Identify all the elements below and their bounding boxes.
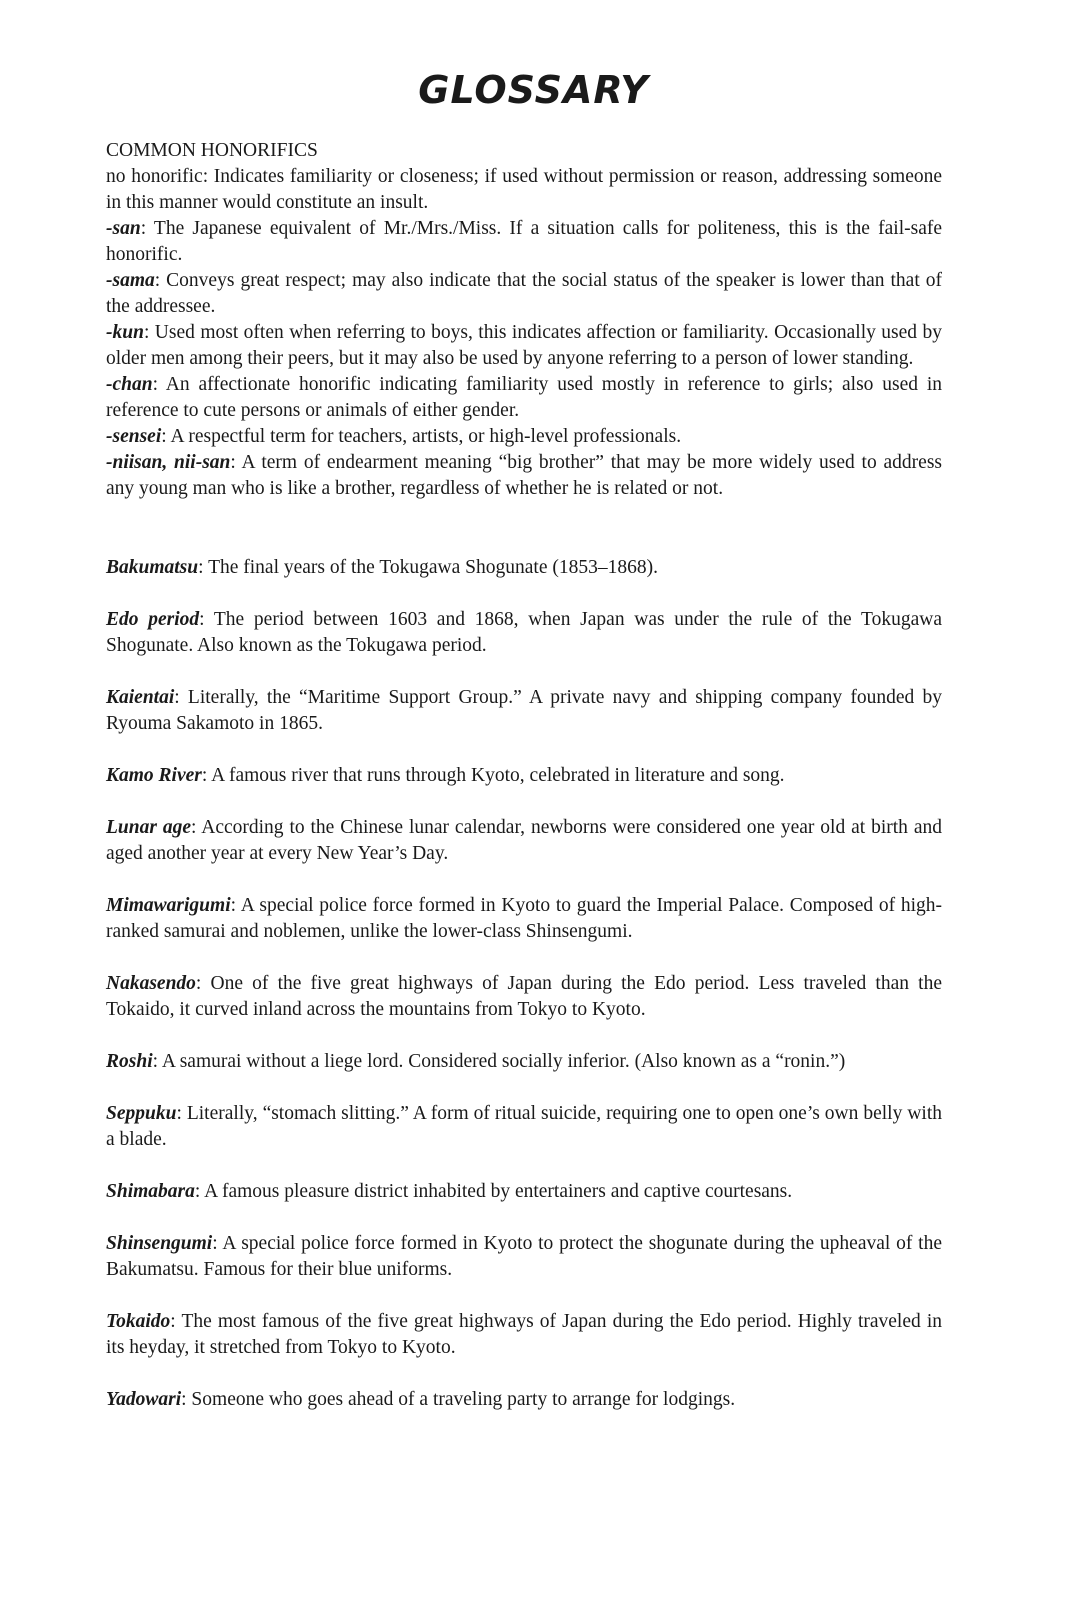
honorific-definition: : The Japanese equivalent of Mr./Mrs./Miss. If a situation calls for politeness, this is the fail-safe honorific.: [106, 218, 942, 265]
glossary-entry: [106, 1387, 942, 1413]
glossary-term: Bakumatsu: [106, 557, 199, 578]
honorific-item: [106, 424, 942, 450]
glossary-term: Seppuku: [106, 1103, 177, 1124]
honorific-term: -san: [106, 218, 141, 239]
glossary-term: Yadowari: [106, 1389, 182, 1410]
glossary-definition: : A special police force formed in Kyoto to guard the Imperial Palace. Composed of high-ranked samurai and noblemen, unlike the lower-class Shinsengumi.: [106, 895, 942, 942]
glossary-definition: : The period between 1603 and 1868, when Japan was under the rule of the Tokugawa Shogunate. Also known as the Tokugawa period.: [106, 609, 942, 656]
glossary-definition: : The final years of the Tokugawa Shogunate (1853–1868).: [198, 557, 658, 578]
glossary-definition: : According to the Chinese lunar calendar, newborns were considered one year old at birth and aged another year at every New Year’s Day.: [106, 817, 942, 864]
honorific-definition: : Indicates familiarity or closeness; if used without permission or reason, addressing someone in this manner would constitute an insult.: [106, 166, 942, 213]
glossary-term: Shimabara: [106, 1181, 195, 1202]
glossary-definition: : Someone who goes ahead of a traveling party to arrange for lodgings.: [181, 1389, 736, 1410]
honorific-definition: : Conveys great respect; may also indicate that the social status of the speaker is lower than that of the addressee.: [106, 270, 942, 317]
glossary-definition: : Literally, “stomach slitting.” A form of ritual suicide, requiring one to open one’s own belly with a blade.: [106, 1103, 942, 1150]
glossary-definition: : A special police force formed in Kyoto to protect the shogunate during the upheaval of the Bakumatsu. Famous for their blue uniforms.: [106, 1233, 942, 1280]
honorific-definition: : A term of endearment meaning “big brother” that may be more widely used to address any young man who is like a brother, regardless of whether he is related or not.: [106, 452, 942, 499]
glossary-entry: [106, 1101, 942, 1153]
glossary-entries: [106, 555, 942, 1439]
honorific-term: -kun: [106, 322, 144, 343]
glossary-term: Nakasendo: [106, 973, 196, 994]
glossary-definition: : One of the five great highways of Japan during the Edo period. Less traveled than the Tokaido, it curved inland across the mountains from Tokyo to Kyoto.: [106, 973, 942, 1020]
glossary-entry: [106, 971, 942, 1023]
glossary-term: Kaientai: [106, 687, 175, 708]
glossary-entry: [106, 1049, 942, 1075]
glossary-term: Tokaido: [106, 1311, 171, 1332]
honorific-definition: : An affectionate honorific indicating familiarity used mostly in reference to girls; also used in reference to cute persons or animals of either gender.: [106, 374, 942, 421]
honorific-term: no honorific: [106, 166, 203, 187]
glossary-definition: : The most famous of the five great highways of Japan during the Edo period. Highly traveled in its heyday, it stretched from Tokyo to Kyoto.: [106, 1311, 942, 1358]
honorifics-section: [106, 138, 942, 502]
honorific-item: [106, 450, 942, 502]
honorific-term: -chan: [106, 374, 153, 395]
glossary-entry: [106, 815, 942, 867]
glossary-entry: [106, 1231, 942, 1283]
honorific-definition: : A respectful term for teachers, artists, or high-level professionals.: [161, 426, 682, 447]
honorific-item: [106, 320, 942, 372]
honorific-definition: : Used most often when referring to boys, this indicates affection or familiarity. Occasionally used by older men among their peers, but it may also be used by anyone referring to a person of lower standing.: [106, 322, 942, 369]
glossary-entry: [106, 1179, 942, 1205]
glossary-term: Lunar age: [106, 817, 191, 838]
honorific-term: -sensei: [106, 426, 162, 447]
honorific-item: [106, 268, 942, 320]
honorific-item: [106, 216, 942, 268]
honorific-term: -niisan, nii-san: [106, 452, 231, 473]
glossary-term: Mimawarigumi: [106, 895, 231, 916]
honorifics-heading: COMMON HONORIFICS: [106, 140, 318, 161]
glossary-definition: : A famous pleasure district inhabited by entertainers and captive courtesans.: [194, 1181, 793, 1202]
honorific-item: [106, 164, 942, 216]
glossary-entry: [106, 555, 942, 581]
glossary-entry: [106, 607, 942, 659]
glossary-entry: [106, 685, 942, 737]
glossary-term: Kamo River: [106, 765, 202, 786]
honorific-term: -sama: [106, 270, 155, 291]
glossary-term: Roshi: [106, 1051, 153, 1072]
glossary-definition: : A samurai without a liege lord. Considered socially inferior. (Also known as a “ronin.”): [152, 1051, 846, 1072]
glossary-term: Edo period: [106, 609, 200, 630]
glossary-definition: : Literally, the “Maritime Support Group.” A private navy and shipping company founded by Ryouma Sakamoto in 1865.: [106, 687, 942, 734]
glossary-entry: [106, 763, 942, 789]
glossary-definition: : A famous river that runs through Kyoto, celebrated in literature and song.: [201, 765, 785, 786]
glossary-entry: [106, 893, 942, 945]
glossary-term: Shinsengumi: [106, 1233, 213, 1254]
honorific-item: [106, 372, 942, 424]
glossary-entry: [106, 1309, 942, 1361]
page-title: GLOSSARY: [418, 68, 649, 112]
